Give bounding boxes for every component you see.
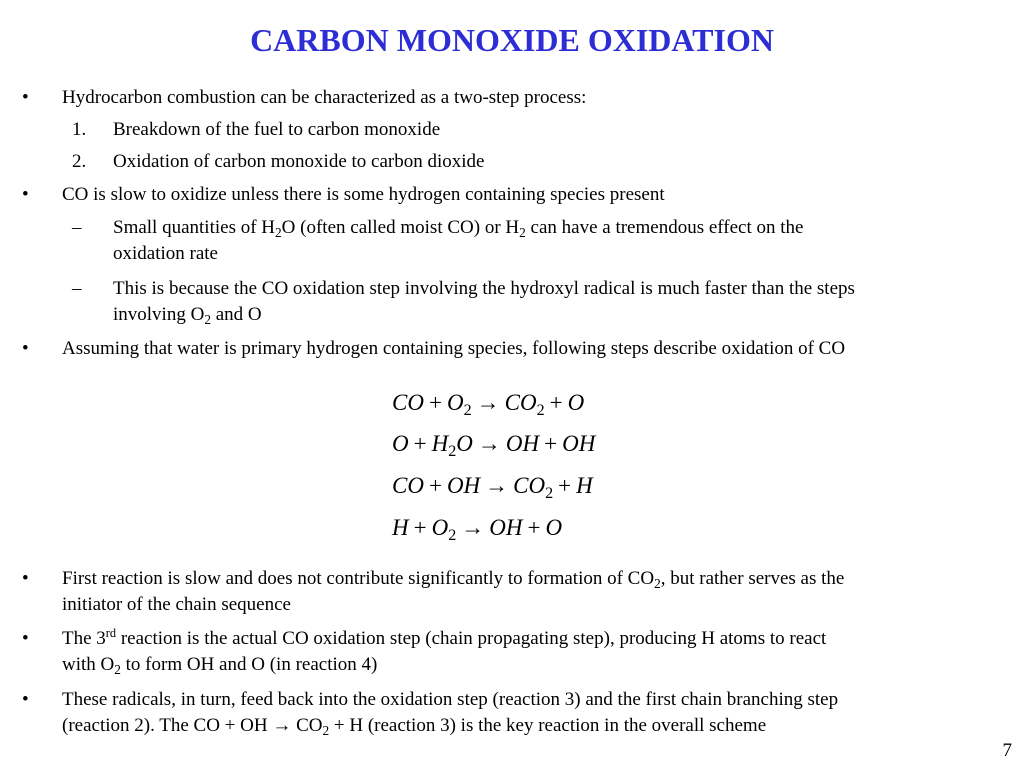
equation-2: $O + H_2O$ → OH + OH — [392, 431, 596, 460]
list-number-2: 2. — [72, 151, 87, 172]
subbullet-moist-co-line2: oxidation rate — [113, 243, 218, 264]
subbullet-moist-co-line1: Small quantities of $H_2O$ (often called moist CO) or $H_2$ can have a tremendous effect on the — [113, 217, 804, 240]
bullet-third-reaction-line1: The 3rd reaction is the actual CO oxidation step (chain propagating step), producing H atoms to react — [62, 626, 827, 649]
bullet-marker: • — [22, 689, 29, 710]
bullet-marker: • — [22, 338, 29, 359]
bullet-first-reaction-line1: First reaction is slow and does not contribute significantly to formation of $CO_2$, but rather serves as the — [62, 568, 845, 591]
bullet-text-co-slow: CO is slow to oxidize unless there is some hydrogen containing species present — [62, 184, 665, 205]
bullet-radicals-line1: These radicals, in turn, feed back into the oxidation step (reaction 3) and the first chain branching step — [62, 689, 839, 710]
subbullet-hydroxyl-line1: This is because the CO oxidation step involving the hydroxyl radical is much faster than the steps — [113, 278, 855, 299]
dash-marker: – — [72, 278, 82, 299]
page-number: 7 — [1002, 740, 1012, 761]
equation-1: CO + $O_2 \to CO_2 + O$ — [392, 390, 585, 419]
bullet-marker: • — [22, 568, 29, 589]
equation-4: $H + O_2$ → OH + O — [392, 515, 563, 544]
bullet-first-reaction-line2: initiator of the chain sequence — [62, 594, 291, 615]
subbullet-hydroxyl-line2: involving $O_2$ and O — [113, 304, 262, 327]
list-item-breakdown: Breakdown of the fuel to carbon monoxide — [113, 119, 441, 140]
list-item-oxidation: Oxidation of carbon monoxide to carbon dioxide — [113, 151, 485, 172]
bullet-marker: • — [22, 87, 29, 108]
list-number-1: 1. — [72, 119, 87, 140]
bullet-marker: • — [22, 628, 29, 649]
bullet-third-reaction-line2: with $O_2$ to form OH and O (in reaction 4) — [62, 654, 378, 677]
bullet-radicals-line2: (reaction 2). The CO + OH → $CO_2 + H$ (reaction 3) is the key reaction in the overall scheme — [62, 715, 767, 738]
dash-marker: – — [72, 217, 82, 238]
bullet-text-combustion: Hydrocarbon combustion can be characterized as a two-step process: — [62, 87, 587, 108]
slide-title: CARBON MONOXIDE OXIDATION — [250, 22, 774, 58]
bullet-marker: • — [22, 184, 29, 205]
equation-3: CO + OH → $CO_2 + H$ — [392, 473, 593, 502]
bullet-text-water-assumption: Assuming that water is primary hydrogen containing species, following steps describe oxidation of CO — [62, 338, 846, 359]
